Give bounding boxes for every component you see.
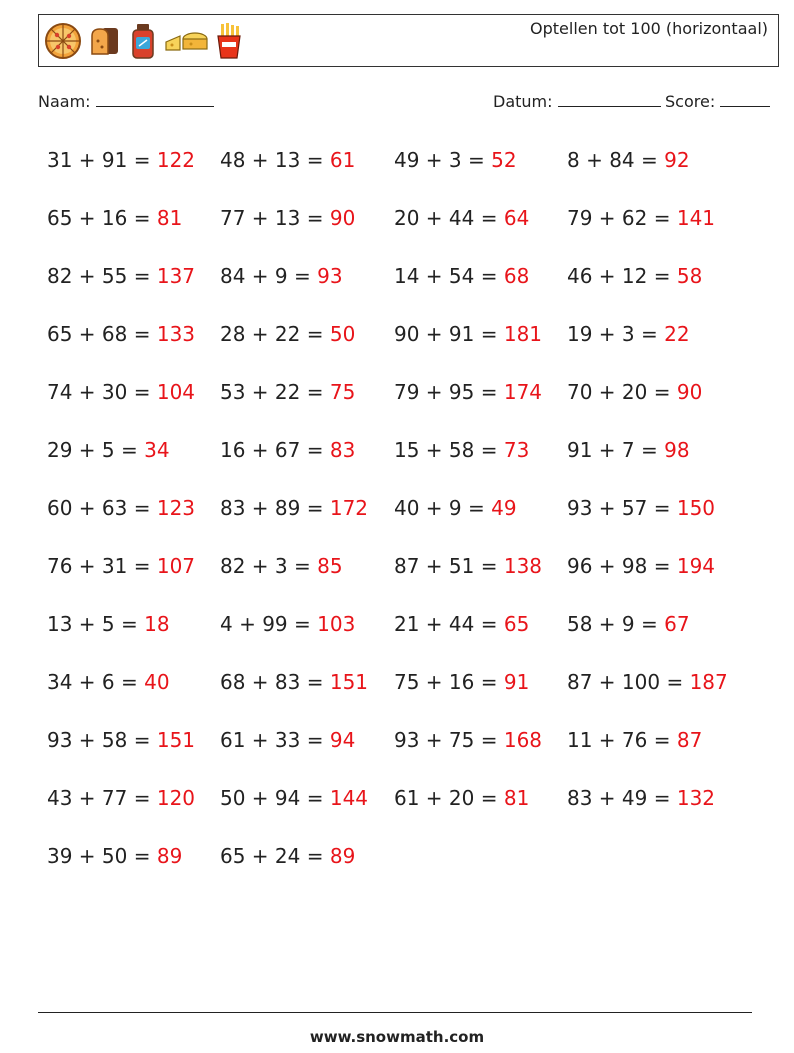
- problem-item: [394, 377, 567, 435]
- problem-item: [47, 145, 220, 203]
- problem-answer: 150: [676, 496, 716, 520]
- problem-item: [220, 377, 394, 435]
- problem-item: [567, 725, 747, 783]
- problem-question: 83 + 49 =: [567, 786, 677, 810]
- problem-item: [47, 319, 220, 377]
- cheese-icon: [164, 26, 208, 56]
- problem-answer: 58: [676, 264, 703, 288]
- problem-item: [220, 667, 394, 725]
- problem-item: [47, 261, 220, 319]
- problem-answer: 34: [144, 438, 170, 462]
- problem-item: [220, 261, 394, 319]
- problem-item: [567, 435, 747, 493]
- problem-question: 70 + 20 =: [567, 380, 677, 404]
- problem-answer: 68: [503, 264, 530, 288]
- problem-question: 40 + 9 =: [394, 496, 492, 520]
- problem-question: 19 + 3 =: [567, 322, 665, 346]
- problem-item: [47, 551, 220, 609]
- problem-item: [220, 203, 394, 261]
- problem-answer: 40: [144, 670, 170, 694]
- problem-answer: 104: [156, 380, 196, 404]
- problem-answer: 120: [156, 786, 196, 810]
- problem-question: 74 + 30 =: [47, 380, 157, 404]
- icon-strip: [44, 22, 244, 60]
- problem-item: [47, 435, 220, 493]
- problem-answer: 107: [156, 554, 196, 578]
- problem-question: 28 + 22 =: [220, 322, 330, 346]
- problem-answer: 67: [664, 612, 690, 636]
- problem-item: [567, 493, 747, 551]
- problem-question: 16 + 67 =: [220, 438, 330, 462]
- problem-item: [394, 609, 567, 667]
- problem-question: 8 + 84 =: [567, 148, 665, 172]
- problem-answer: 61: [329, 148, 356, 172]
- fries-icon: [214, 22, 244, 60]
- date-line: [558, 92, 661, 107]
- problem-answer: 94: [329, 728, 356, 752]
- problem-item: [47, 667, 220, 725]
- name-line: [96, 92, 214, 107]
- problem-item: [394, 319, 567, 377]
- problem-question: 75 + 16 =: [394, 670, 504, 694]
- problem-item: [567, 609, 747, 667]
- problem-question: 79 + 95 =: [394, 380, 504, 404]
- bread-icon: [88, 24, 122, 58]
- jar-icon: [128, 22, 158, 60]
- problem-question: 31 + 91 =: [47, 148, 157, 172]
- problem-answer: 50: [329, 322, 356, 346]
- problem-answer: 90: [329, 206, 356, 230]
- problem-item: [567, 203, 747, 261]
- problem-answer: 187: [689, 670, 728, 694]
- score-field: [665, 92, 770, 111]
- problem-item: [47, 725, 220, 783]
- problem-question: 61 + 20 =: [394, 786, 504, 810]
- problem-answer: 90: [676, 380, 703, 404]
- problem-item: [394, 435, 567, 493]
- problem-answer: 92: [664, 148, 690, 172]
- problem-item: [567, 551, 747, 609]
- problem-item: [47, 783, 220, 841]
- problem-item: [567, 377, 747, 435]
- problem-answer: 85: [317, 554, 343, 578]
- problem-answer: 137: [156, 264, 196, 288]
- problem-item: [567, 319, 747, 377]
- problem-answer: 103: [317, 612, 356, 636]
- problem-question: 46 + 12 =: [567, 264, 677, 288]
- problem-question: 65 + 16 =: [47, 206, 157, 230]
- score-line: [720, 92, 770, 107]
- problem-item: [220, 319, 394, 377]
- problem-item: [220, 145, 394, 203]
- problem-answer: 172: [329, 496, 369, 520]
- problem-question: 20 + 44 =: [394, 206, 504, 230]
- problem-answer: 91: [503, 670, 530, 694]
- problem-answer: 49: [491, 496, 517, 520]
- problem-answer: 81: [156, 206, 183, 230]
- problem-question: 11 + 76 =: [567, 728, 677, 752]
- problem-answer: 181: [503, 322, 543, 346]
- problem-item: [47, 841, 220, 899]
- problem-answer: 81: [503, 786, 530, 810]
- problem-item: [47, 377, 220, 435]
- problem-item: [220, 551, 394, 609]
- problem-question: 77 + 13 =: [220, 206, 330, 230]
- problem-item: [220, 783, 394, 841]
- problem-question: 96 + 98 =: [567, 554, 677, 578]
- problem-answer: 123: [156, 496, 196, 520]
- problem-answer: 98: [664, 438, 690, 462]
- problem-item: [220, 493, 394, 551]
- problem-answer: 133: [156, 322, 196, 346]
- problem-item: [220, 725, 394, 783]
- problem-question: 14 + 54 =: [394, 264, 504, 288]
- problem-item: [394, 667, 567, 725]
- problem-question: 93 + 75 =: [394, 728, 504, 752]
- problem-question: 93 + 58 =: [47, 728, 157, 752]
- problem-item: [47, 493, 220, 551]
- header-box: [38, 14, 779, 67]
- problem-question: 60 + 63 =: [47, 496, 157, 520]
- problem-question: 15 + 58 =: [394, 438, 504, 462]
- problem-question: 49 + 3 =: [394, 148, 492, 172]
- problem-answer: 87: [676, 728, 703, 752]
- problem-question: 76 + 31 =: [47, 554, 157, 578]
- problem-item: [394, 551, 567, 609]
- problem-answer: 168: [503, 728, 543, 752]
- problem-question: 4 + 99 =: [220, 612, 318, 636]
- score-label: Score:: [665, 92, 716, 111]
- problem-item: [220, 841, 394, 899]
- problem-answer: 64: [503, 206, 530, 230]
- problem-answer: 65: [503, 612, 530, 636]
- problem-question: 39 + 50 =: [47, 844, 157, 868]
- problem-question: 43 + 77 =: [47, 786, 157, 810]
- problem-question: 91 + 7 =: [567, 438, 665, 462]
- problem-item: [47, 203, 220, 261]
- problem-item: [47, 609, 220, 667]
- date-label: Datum:: [493, 92, 553, 111]
- problem-answer: 151: [329, 670, 369, 694]
- problem-question: 93 + 57 =: [567, 496, 677, 520]
- problem-question: 65 + 24 =: [220, 844, 330, 868]
- problem-question: 65 + 68 =: [47, 322, 157, 346]
- problem-question: 58 + 9 =: [567, 612, 665, 636]
- problem-question: 84 + 9 =: [220, 264, 318, 288]
- problem-answer: 141: [676, 206, 716, 230]
- problem-question: 13 + 5 =: [47, 612, 145, 636]
- problem-item: [394, 145, 567, 203]
- problem-answer: 194: [676, 554, 716, 578]
- problem-question: 82 + 55 =: [47, 264, 157, 288]
- name-label: Naam:: [38, 92, 91, 111]
- problem-item: [394, 261, 567, 319]
- problem-item: [394, 203, 567, 261]
- problem-question: 90 + 91 =: [394, 322, 504, 346]
- problem-item: [394, 493, 567, 551]
- problem-question: 83 + 89 =: [220, 496, 330, 520]
- problem-answer: 144: [329, 786, 369, 810]
- pizza-icon: [44, 22, 82, 60]
- footer-divider: [38, 1012, 752, 1013]
- problem-item: [220, 435, 394, 493]
- problem-answer: 93: [317, 264, 343, 288]
- problem-question: 50 + 94 =: [220, 786, 330, 810]
- problem-answer: 122: [156, 148, 196, 172]
- problem-question: 82 + 3 =: [220, 554, 318, 578]
- worksheet-title: Optellen tot 100 (horizontaal): [530, 19, 768, 38]
- problem-answer: 174: [503, 380, 543, 404]
- problem-answer: 89: [329, 844, 356, 868]
- problem-item: [220, 609, 394, 667]
- name-field: [38, 92, 214, 111]
- problem-question: 87 + 100 =: [567, 670, 690, 694]
- problem-item: [567, 261, 747, 319]
- problem-question: 68 + 83 =: [220, 670, 330, 694]
- footer-url: www.snowmath.com: [309, 1028, 485, 1046]
- problem-answer: 151: [156, 728, 196, 752]
- problem-answer: 83: [329, 438, 356, 462]
- problem-question: 79 + 62 =: [567, 206, 677, 230]
- problem-answer: 138: [503, 554, 543, 578]
- problem-question: 48 + 13 =: [220, 148, 330, 172]
- problem-question: 34 + 6 =: [47, 670, 145, 694]
- problem-answer: 89: [156, 844, 183, 868]
- problem-answer: 52: [491, 148, 517, 172]
- problem-grid: [47, 145, 747, 899]
- problem-item: [394, 725, 567, 783]
- problem-answer: 132: [676, 786, 716, 810]
- date-field: [493, 92, 661, 111]
- problem-answer: 73: [503, 438, 530, 462]
- problem-item: [394, 783, 567, 841]
- problem-question: 53 + 22 =: [220, 380, 330, 404]
- problem-question: 87 + 51 =: [394, 554, 504, 578]
- problem-question: 61 + 33 =: [220, 728, 330, 752]
- problem-question: 29 + 5 =: [47, 438, 145, 462]
- problem-answer: 75: [329, 380, 356, 404]
- problem-answer: 22: [664, 322, 690, 346]
- problem-item: [567, 145, 747, 203]
- problem-question: 21 + 44 =: [394, 612, 504, 636]
- problem-item: [567, 667, 747, 725]
- problem-answer: 18: [144, 612, 170, 636]
- problem-item: [567, 783, 747, 841]
